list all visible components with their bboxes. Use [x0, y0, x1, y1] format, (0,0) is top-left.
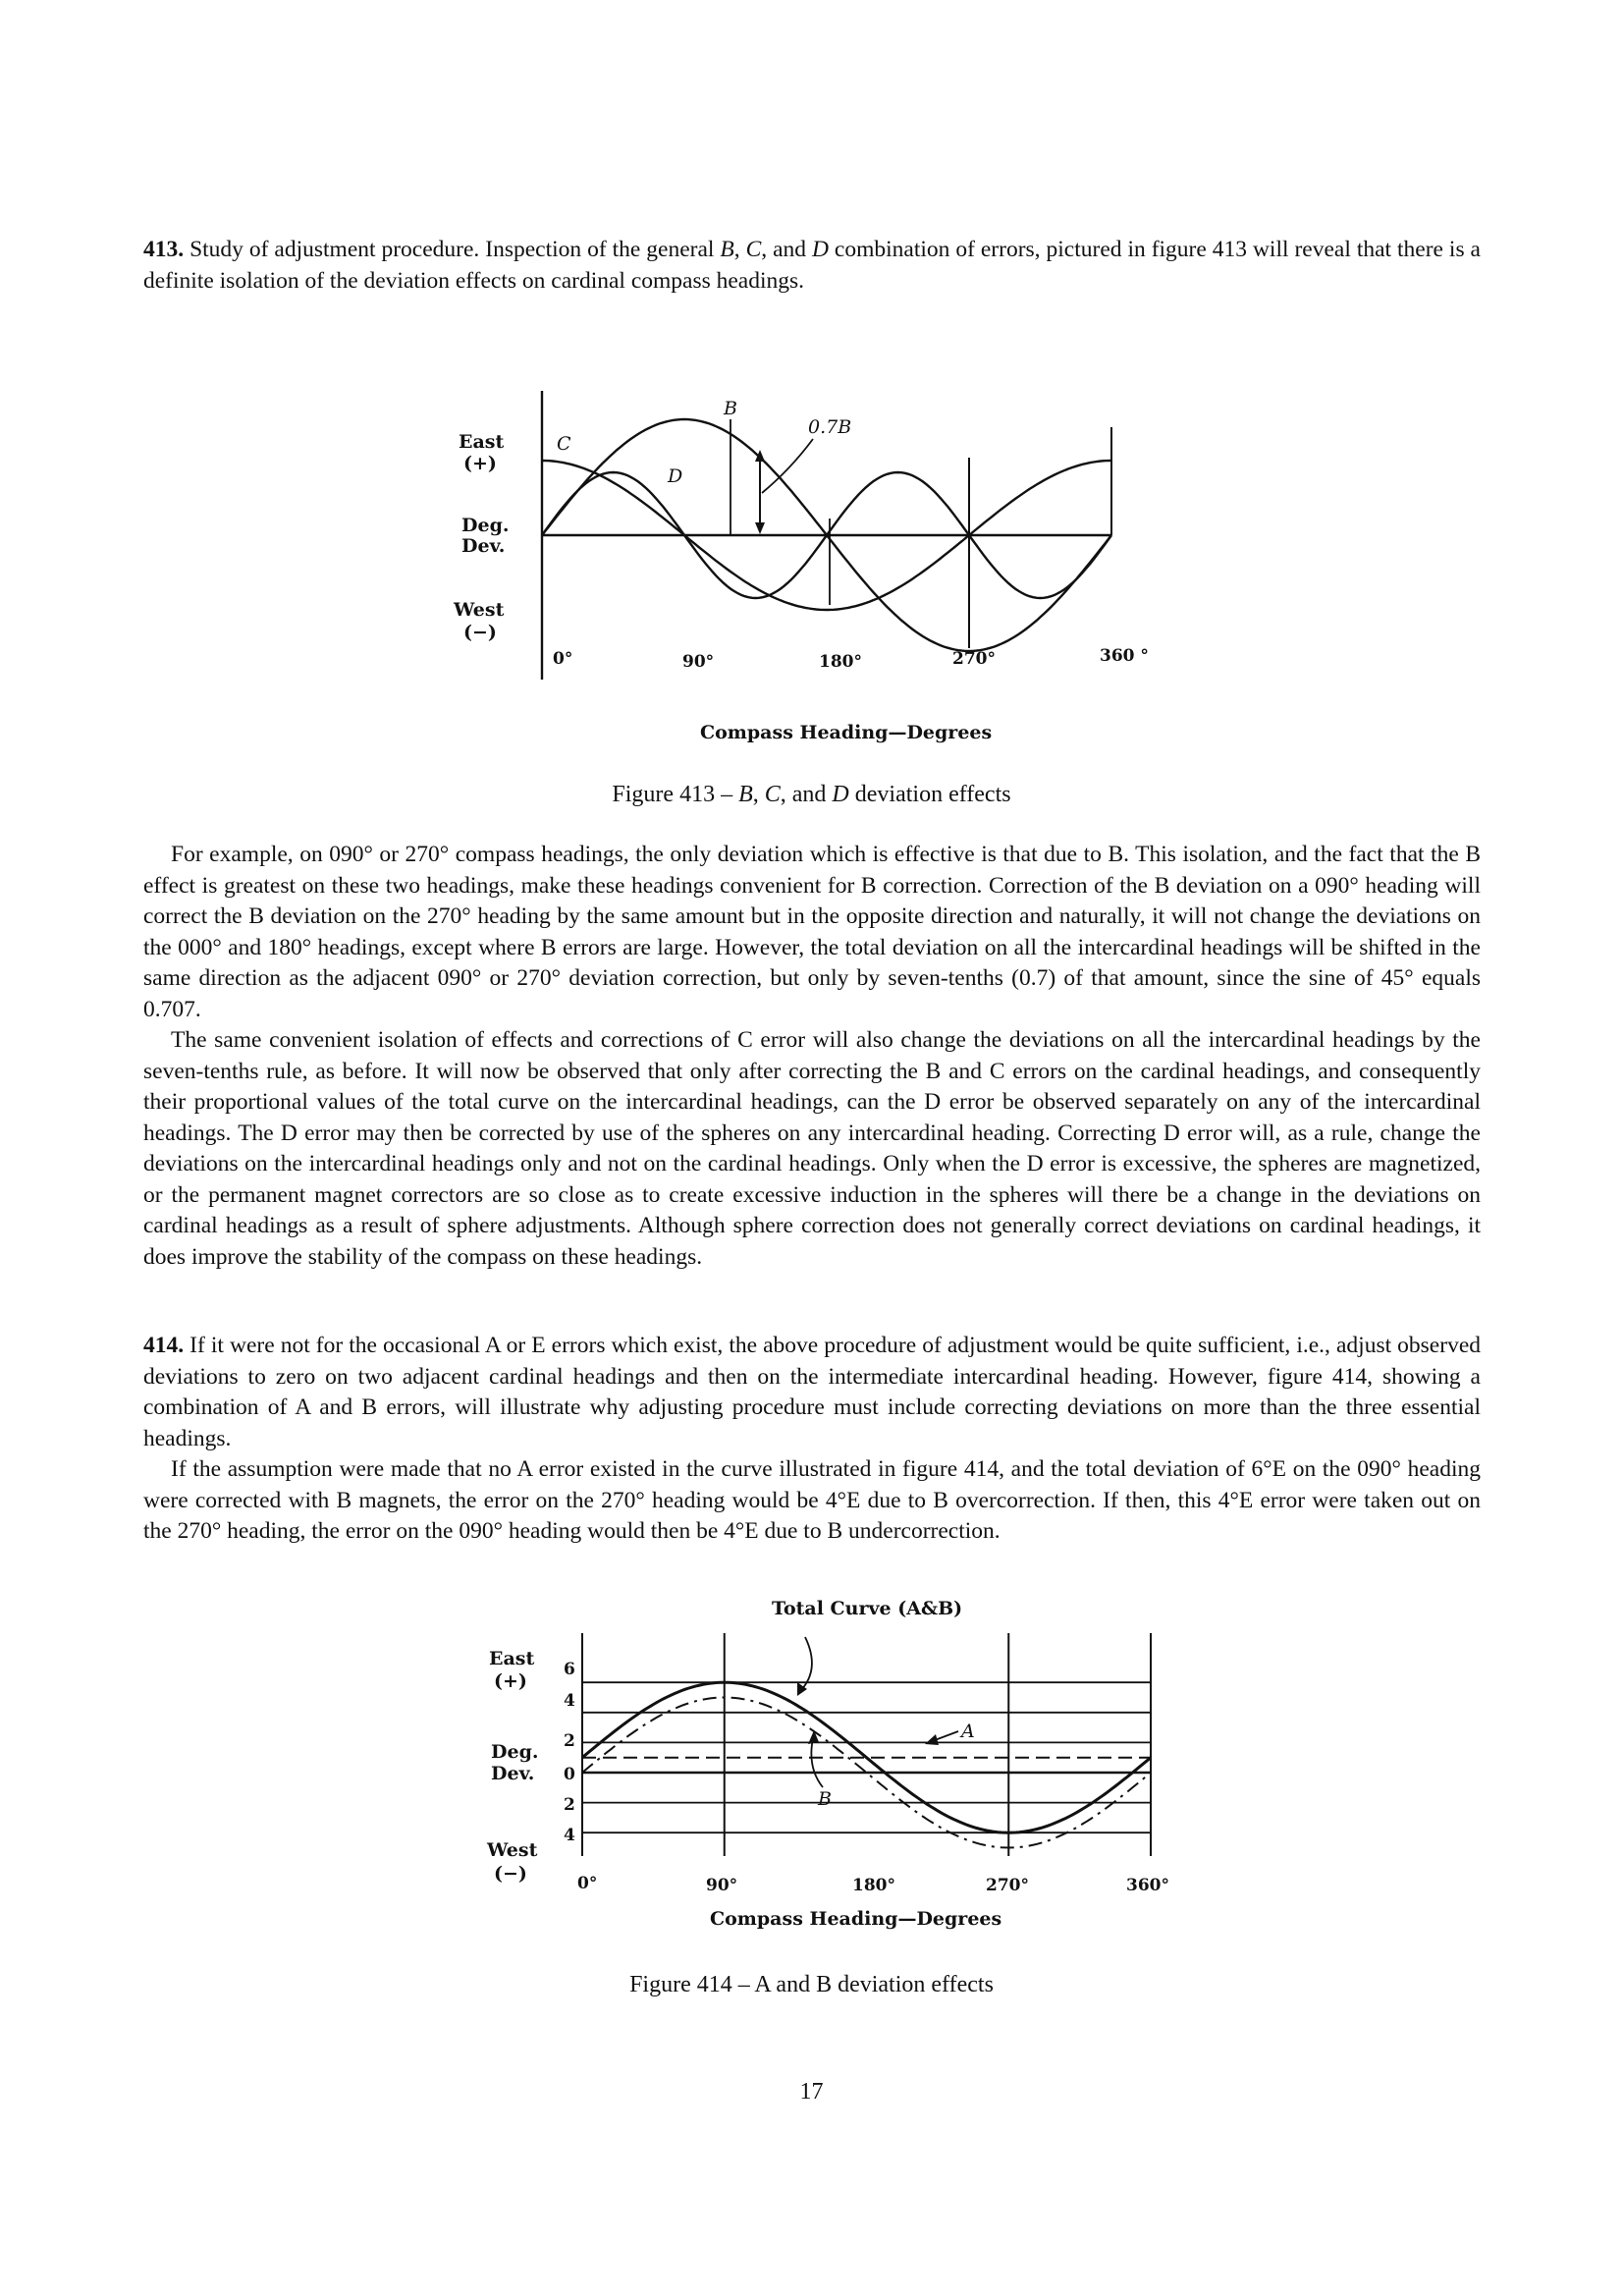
- fig414-minus-label: (−): [494, 1863, 527, 1885]
- fig414-label-a: A: [961, 1721, 975, 1742]
- fig413-arrow-head-down: [755, 522, 765, 534]
- fig414-tick-360: 360°: [1126, 1876, 1169, 1895]
- fig413-minus-label: (−): [463, 622, 497, 643]
- fig414-a-leader: [935, 1731, 958, 1740]
- fig414-dev-label: Dev.: [491, 1763, 535, 1784]
- paragraph: For example, on 090° or 270° compass headings, the only deviation which is effective is that due to B. This isolation, and the fact that the B effect is greatest on these two headings, make these headings convenient for B correction. Correction of the B deviation on a 090° heading will correct the B deviation on the 270° heading by the same amount but in the opposite direction and naturally, it will not change the deviations on the 000° and 180° headings, except where B errors are large. However, the total deviation on all the intercardinal headings will be shifted in the same direction as the adjacent 090° or 270° deviation correction, but only by seven-tenths (0.7) of that amount, since the sine of 45° equals 0.707.: [143, 842, 1481, 1022]
- fig413-label-07b: 0.7B: [808, 416, 852, 438]
- section-413-body: [143, 840, 1481, 1273]
- fig413-east-label: East: [459, 431, 505, 453]
- fig413-west-label: West: [454, 599, 505, 621]
- fig413-caption: Figure 413 – B, C, and D deviation effects: [612, 782, 1011, 807]
- fig414-tick-270: 270°: [986, 1876, 1029, 1895]
- fig414-ytick: 6: [564, 1660, 575, 1679]
- fig413-label-d: D: [668, 465, 683, 487]
- fig414-deg-label: Deg.: [491, 1741, 539, 1763]
- fig413-xlabel: Compass Heading—Degrees: [700, 722, 993, 743]
- fig414-b-leader: [811, 1738, 823, 1787]
- fig414-xlabel: Compass Heading—Degrees: [710, 1908, 1002, 1930]
- fig414-a-arrow: [925, 1734, 939, 1745]
- fig414-east-label: East: [489, 1648, 535, 1669]
- fig413-tick-360: 360 °: [1100, 646, 1149, 666]
- fig414-west-label: West: [487, 1839, 538, 1861]
- figure-413: [453, 391, 1149, 743]
- section-414: 414. If it were not for the occasional A or E errors which exist, the above procedure of adjustment would be quite sufficient, i.e., adjust observed deviations to zero on two adjacent cardinal headings and then on the intermediate intercardinal heading. However, figure 414, showing a combination of A and B errors, will illustrate why adjusting procedure must include correcting deviations on more than the three essential headings. If the assumption were made that no A error existed in the curve illustrated in figure 414, and the total deviation of 6°E on the 090° heading were corrected with B magnets, the error on the 270° heading would be 4°E due to B overcorrection. If then, this 4°E error were taken out on the 270° heading, the error on the 090° heading would then be 4°E due to B undercorrection.: [143, 1331, 1481, 1548]
- fig413-plus-label: (+): [463, 453, 497, 474]
- fig413-label-c: C: [557, 433, 571, 455]
- fig414-ytick: 4: [564, 1691, 575, 1711]
- fig414-tick-90: 90°: [706, 1876, 738, 1895]
- fig414-title: Total Curve (A&B): [772, 1598, 963, 1619]
- paragraph: If the assumption were made that no A error existed in the curve illustrated in figure 414, and the total deviation of 6°E on the 090° heading were corrected with B magnets, the error on the 270° heading would be 4°E due to B overcorrection. If then, this 4°E error were taken out on the 270° heading, the error on the 090° heading would then be 4°E due to B undercorrection.: [143, 1456, 1481, 1544]
- page-number: 17: [799, 2079, 824, 2105]
- fig413-tick-90: 90°: [682, 652, 715, 672]
- fig414-ytick: 2: [564, 1731, 575, 1751]
- figure-414: [486, 1598, 1169, 1930]
- fig414-ytick: 0: [564, 1765, 575, 1784]
- section-number: 414.: [143, 1333, 185, 1358]
- fig414-ytick: 4: [564, 1826, 575, 1845]
- fig413-dev-label: Dev.: [461, 535, 506, 557]
- fig413-deg-label: Deg.: [461, 515, 510, 536]
- fig413-tick-270: 270°: [952, 649, 996, 669]
- fig414-tick-0: 0°: [577, 1874, 598, 1893]
- fig414-caption: Figure 414 – A and B deviation effects: [629, 1972, 994, 1997]
- fig414-grid: [582, 1633, 1151, 1856]
- fig413-label-b: B: [724, 398, 737, 419]
- fig413-tick-180: 180°: [819, 652, 862, 672]
- fig414-ytick: 2: [564, 1795, 575, 1815]
- fig414-b-arrow: [808, 1730, 819, 1744]
- fig414-plus-label: (+): [494, 1670, 527, 1692]
- section-number: 413.: [143, 237, 185, 262]
- section-413-intro: 413. Study of adjustment procedure. Inspection of the general B, C, and D combination of errors, pictured in figure 413 will reveal that there is a definite isolation of the deviation effects on cardinal compass headings.: [143, 237, 1481, 294]
- fig414-tick-180: 180°: [852, 1876, 895, 1895]
- paragraph: The same convenient isolation of effects and corrections of C error will also change the deviations on all the intercardinal headings by the seven-tenths rule, as before. It will now be observed that only after correcting the B and C errors on the cardinal headings, and consequently their proportional values of the total curve on the intercardinal headings, can the D error be observed separately on any of the intercardinal headings. The D error may then be corrected by use of the spheres on any intercardinal heading. Correcting D error will, as a rule, change the deviations on the intercardinal headings only and not on the cardinal headings. Only when the D error is excessive, the spheres are magnetized, or the permanent magnet correctors are so close as to create excessive induction in the spheres will there be a change in the deviations on cardinal headings as a result of sphere adjustments. Although sphere correction does not generally correct deviations on cardinal headings, it does improve the stability of the compass on these headings.: [143, 1027, 1481, 1270]
- fig414-y-ticks: [564, 1660, 575, 1845]
- fig414-label-b: B: [818, 1788, 832, 1810]
- fig413-tick-0: 0°: [553, 649, 573, 669]
